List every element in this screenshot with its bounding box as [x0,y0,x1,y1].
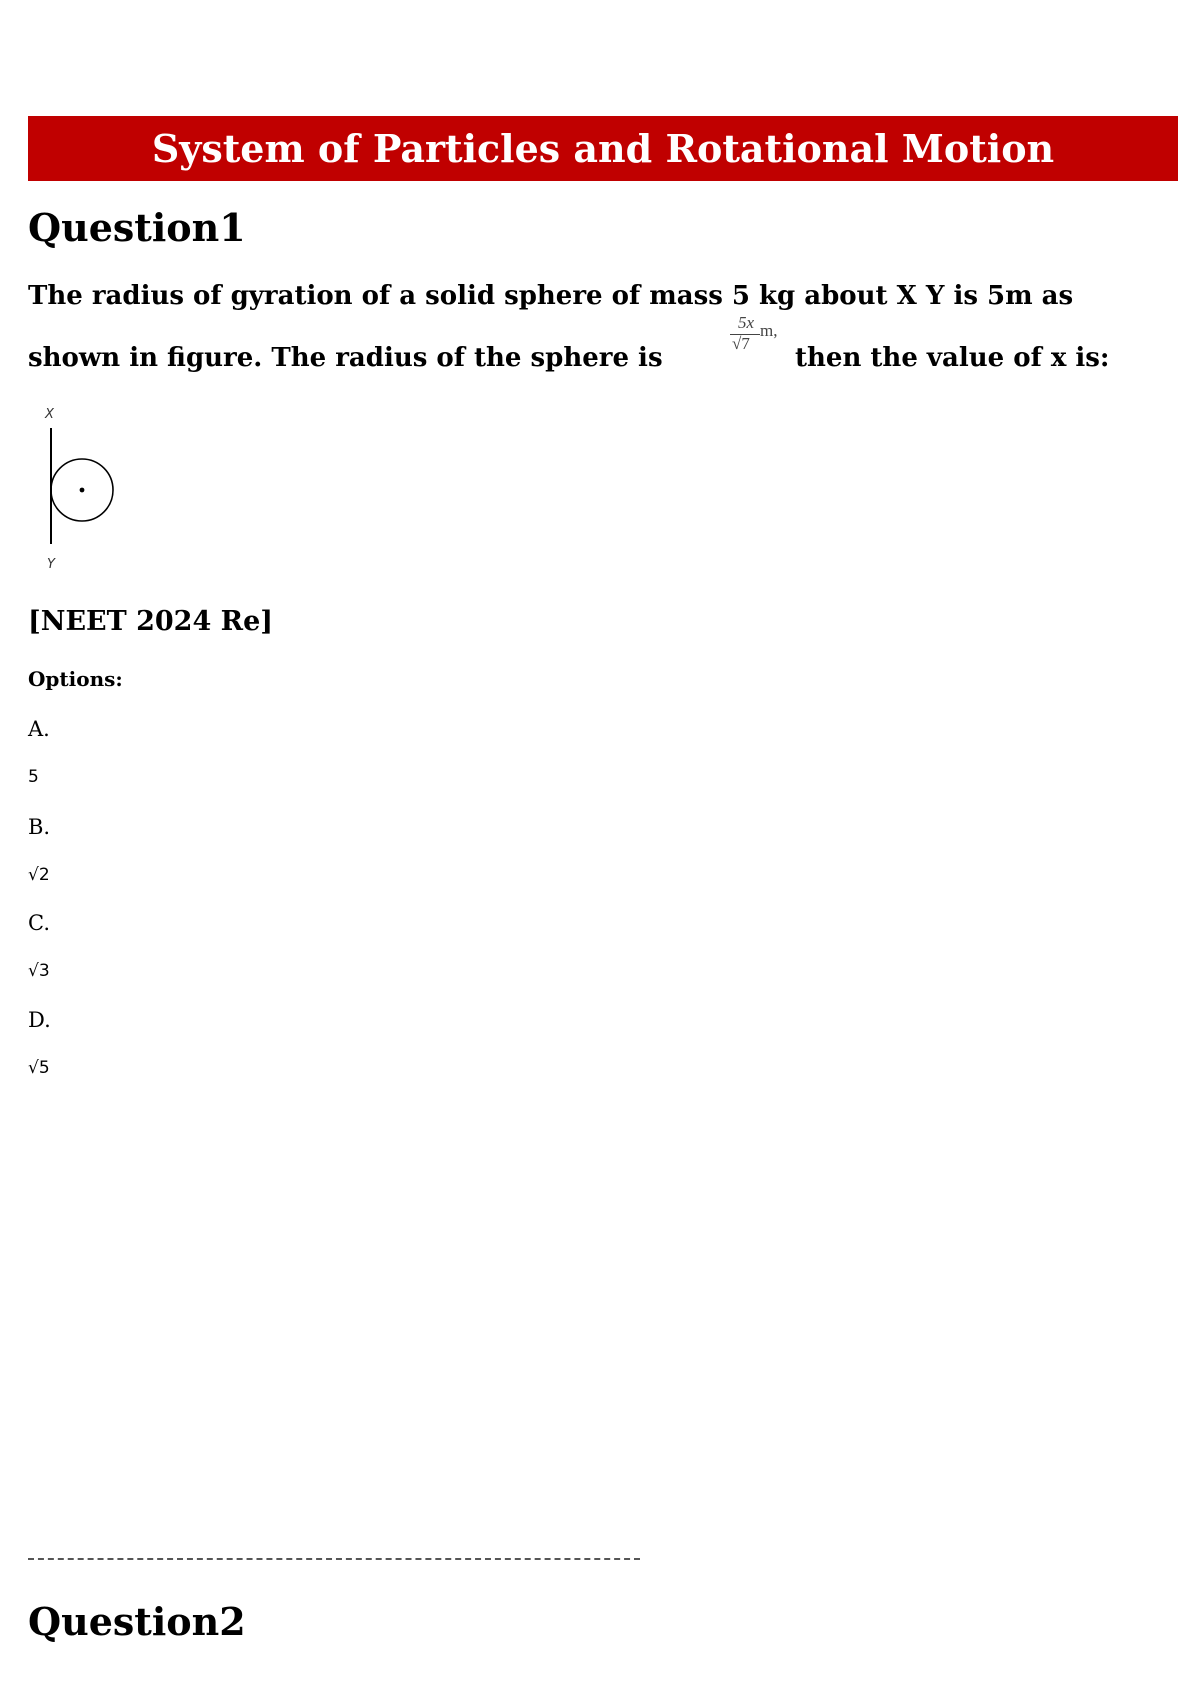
chapter-title-banner: System of Particles and Rotational Motion [28,116,1178,181]
sphere-center-dot [80,488,85,493]
question2-heading: Question2 [28,1599,246,1644]
question1-text-line1: The radius of gyration of a solid sphere of mass 5 kg about X Y is 5m as [28,281,1074,311]
option-a-letter: A. [28,717,50,741]
axis-label-y: Y [47,557,55,572]
option-b-letter: B. [28,815,51,839]
fraction-unit: m, [760,321,778,340]
options-label: Options: [28,667,123,691]
axis-label-x: X [45,407,54,422]
option-d-value[interactable]: √5 [28,1058,50,1078]
radius-fraction [724,314,784,358]
option-a-value[interactable]: 5 [28,767,39,787]
fraction-denominator: √7 [732,334,750,353]
question1-source: [NEET 2024 Re] [28,606,274,637]
question1-text-after-fraction: then the value of x is: [795,343,1110,373]
question1-text-before-fraction: shown in figure. The radius of the sphere is [28,343,663,373]
option-c-value[interactable]: √3 [28,961,50,981]
option-c-letter: C. [28,911,50,935]
sphere-axis-figure [38,404,128,574]
question1-heading: Question1 [28,205,246,250]
fraction-numerator: 5x [738,313,755,332]
option-d-letter: D. [28,1008,51,1032]
option-b-value[interactable]: √2 [28,865,50,885]
question-divider [28,1558,640,1560]
